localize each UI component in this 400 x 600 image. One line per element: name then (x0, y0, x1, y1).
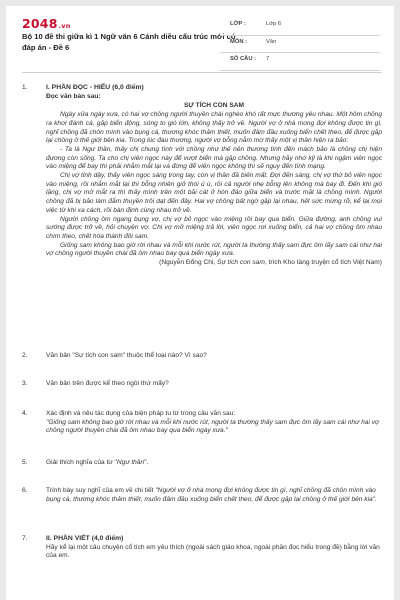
story-paragraph: Chị vợ tỉnh dậy, thấy viên ngọc sáng trong tay, còn vị thần đã biến mất. Đợi đến sáng, chị vợ thử bỏ viên ngọc vào miệng, rồi nhắm mắt lại thì bỗng nhiên giở thói ú ù, rồi cả người nhẹ bỗng lên không mà bay đi. Đến khi gió lặng, chị vợ mở mắt ra thì thấy mình trên một bãi cát ở hòn đảo giữa biển và trước mặt là chồng mình. Người chồng đã bị bão làm đắm thuyền trôi dạt đến đây. Hai vợ chồng bất ngờ gặp lại nhau, hết sức mừng rỡ, kể lại mọi việc từ khi xa cách, rồi bàn định cùng nhau trở về. (46, 172, 382, 214)
story-paragraph: - Ta là Ngư thần, thấy chị chung tình với chồng như thế nên thương tình đến mách bảo là chồng chị hiện đương còn sống. Ta cho chị viên ngọc này để vượt biển mà gặp chồng. Nhưng hãy nhớ kỹ là khi ngậm viên ngọc vào miệng để bay thì phải nhắm mắt lại và đừng để viên ngọc không thì sẽ nguy đến tính mạng. (46, 145, 382, 171)
question-7-body (46, 535, 382, 561)
question-1-body (46, 84, 382, 268)
site-logo[interactable]: 2048.vn (22, 16, 71, 31)
document-title: Bộ 10 đề thi giữa kì 1 Ngữ văn 6 Cánh diều cấu trúc mới có đáp án - Đề 6 (22, 32, 236, 52)
meta-count-row: SỐ CÂU : 7 (220, 53, 380, 71)
document-page: 2048.vn Bộ 10 đề thi giữa kì 1 Ngữ văn 6 Cánh diều cấu trúc mới có đáp án - Đề 6 LỚP : Lớp 6 MÔN : Văn SỐ CÂU : 7 1. I. PHẦN ĐỌC - HIỂU (6,0 điểm) Đọc văn bản sau: SỰ TÍCH CON SAM Ngày xửa ngày xưa, có hai vợ chồng người thuyền chài nghèo khó rất mực thương yêu nhau. Một hôm chồng ra khơi đánh cá, gặp biển động, sóng to gió lớn, không thấy trở về. Người vợ ở nhà mong đợi không được tin gì, nghĩ chồng đã chôn mình vào bụng cá, thương khóc thảm thiết, muốn đâm đầu xuống biển chết theo, để được gặp lại chồng ở thế giới bên kia. Trong lúc đau thương, người vợ bỗng nằm mơ thấy một vị thần hiện ra bảo: - Ta là Ngư thần, thấy chị chung tình với chồng như thế nên thương tình đến mách bảo là chồng chị hiện đương còn sống. Ta cho chị viên ngọc này để vượt biển mà gặp chồng. Nhưng hãy nhớ kỹ là khi ngậm viên ngọc vào miệng để bay thì phải nhắm mắt lại và đừng để viên ngọc không thì sẽ nguy đến tính mạng. Chị vợ tỉnh dậy, thấy viên ngọc sáng trong tay, còn vị thần đã biến mất. Đợi đến sáng, chị vợ thử bỏ viên ngọc vào miệng, rồi nhắm mắt lại thì bỗng nhiên giở thói ú ù, rồi cả người nhẹ bỗng lên không mà bay đi. Đến khi gió lặng, chị vợ mở mắt ra thì thấy mình trên một bãi cát ở hòn đảo giữa biển và trước mặt là chồng mình. Người chồng đã bị bão làm đắm thuyền trôi dạt đến đây. Hai vợ chồng bất ngờ gặp lại nhau, hết sức mừng rỡ, kể lại mọi việc từ khi xa cách, rồi bàn định cùng nhau trở về. Người chồng ôm ngang bụng vợ, chị vợ bỏ ngọc vào miệng rồi bay qua biển. Giữa đường, anh chồng vui sướng được trở về, hỏi chuyện vợ. Chị vợ mở miệng trả lời, viên ngọc rơi xuống biển, cả hai vợ chồng ôm nhau chìm theo, chết hóa thành đôi sam. Giống sam không bao giờ rời nhau và mỗi khi nước rút, người ta thường thấy sam đực ôm lấy sam cái như hai vợ chồng người thuyền chài đã ôm nhau bay qua biển ngày xưa. (Nguyễn Đổng Chi, Sự tích con sam, trích Kho tàng truyện cổ tích Việt Nam) 2. Văn bản "Sự tích con sam" thuộc thể loại nào? Vì sao? 3. Văn bản trên được kể theo ngôi thứ mấy? 4. Xác định và nêu tác dụng của biện pháp tu từ trong câu văn sau: "Giống sam không bao giờ rời nhau và mỗi khi nước rút, người ta thường thấy sam đực ôm lấy sam cái như hai vợ chồng người thuyền chài đã ôm nhau bay qua biển ngày xưa." 5. Giải thích nghĩa của từ "Ngư thần". 6. Trình bày suy nghĩ của em về chi tiết "Người vợ ở nhà mong đợi không được tin gì, nghĩ chồng đã chôn mình vào bụng cá, thương khóc thảm thiết, muốn đâm đầu xuống biển chết theo, để được gặp lại chồng ở thế giới bên kia". 7. II. PHẦN VIẾT (4,0 điểm) Hãy kể lại một câu chuyện cổ tích em yêu thích (ngoài sách giáo khoa, ngoài phần đọc hiểu trong đề) bằng lời văn của em. (6, 6, 394, 600)
question-3-text: Văn bản trên được kể theo ngôi thứ mấy? (46, 380, 169, 387)
meta-subject-row: MÔN : Văn (220, 36, 380, 54)
story-source: (Nguyễn Đổng Chi, Sự tích con sam, trích Kho tàng truyện cổ tích Việt Nam) (159, 259, 382, 267)
section-reading-title: I. PHẦN ĐỌC - HIỂU (6,0 điểm) (46, 84, 144, 91)
meta-class-row: LỚP : Lớp 6 (220, 18, 380, 36)
story-title: SỰ TÍCH CON SAM (183, 102, 245, 110)
question-7-text: Hãy kể lại một câu chuyện cổ tích em yêu thích (ngoài sách giáo khoa, ngoài phần đọc hiểu trong đề) bằng lời văn của em. (46, 543, 380, 560)
question-6-text: Trình bày suy nghĩ của em về chi tiết "Người vợ ở nhà mong đợi không được tin gì, nghĩ chồng đã chôn mình vào bụng cá, thương khóc thảm thiết, muốn đâm đầu xuống biển chết theo, để được gặp lại chồng ở thế giới bên kia". (46, 487, 377, 503)
meta-info (220, 18, 380, 71)
question-2-text: Văn bản "Sự tích con sam" thuộc thể loại nào? Vì sao? (46, 352, 207, 359)
question-4-text: Xác định và nêu tác dụng của biện pháp tu từ trong câu văn sau: (46, 410, 236, 417)
story-paragraph: Người chồng ôm ngang bụng vợ, chị vợ bỏ ngọc vào miệng rồi bay qua biển. Giữa đường, anh chồng vui sướng được trở về, hỏi chuyện vợ. Chị vợ mở miệng trả lời, viên ngọc rơi xuống biển, cả hai vợ chồng ôm nhau chìm theo, chết hóa thành đôi sam. (46, 215, 382, 240)
story-paragraph: Giống sam không bao giờ rời nhau và mỗi khi nước rút, người ta thường thấy sam đực ôm lấy sam cái như hai vợ chồng người thuyền chài đã ôm nhau bay qua biển ngày xưa. (46, 241, 382, 258)
reading-instruction: Đọc văn bản sau: (46, 92, 101, 100)
question-5-text: Giải thích nghĩa của từ "Ngư thần". (46, 459, 149, 466)
section-writing-title: II. PHẦN VIẾT (4,0 điểm) (46, 535, 124, 542)
page-header (6, 6, 394, 68)
question-4-body (46, 410, 382, 436)
question-4-quote: "Giống sam không bao giờ rời nhau và mỗi khi nước rút, người ta thường thấy sam đực ôm lấy sam cái như hai vợ chồng người thuyền chài đã ôm nhau bay qua biển ngày xưa." (46, 418, 380, 435)
header-divider (22, 72, 382, 73)
story-paragraph: Ngày xửa ngày xưa, có hai vợ chồng người thuyền chài nghèo khó rất mực thương yêu nhau. Một hôm chồng ra khơi đánh cá, gặp biển động, sóng to gió lớn, không thấy trở về. Người vợ ở nhà mong đợi không được tin gì, nghĩ chồng đã chôn mình vào bụng cá, thương khóc thảm thiết, muốn đâm đầu xuống biển chết theo, để được gặp lại chồng ở thế giới bên kia. Trong lúc đau thương, người vợ bỗng nằm mơ thấy một vị thần hiện ra bảo: (46, 111, 382, 145)
